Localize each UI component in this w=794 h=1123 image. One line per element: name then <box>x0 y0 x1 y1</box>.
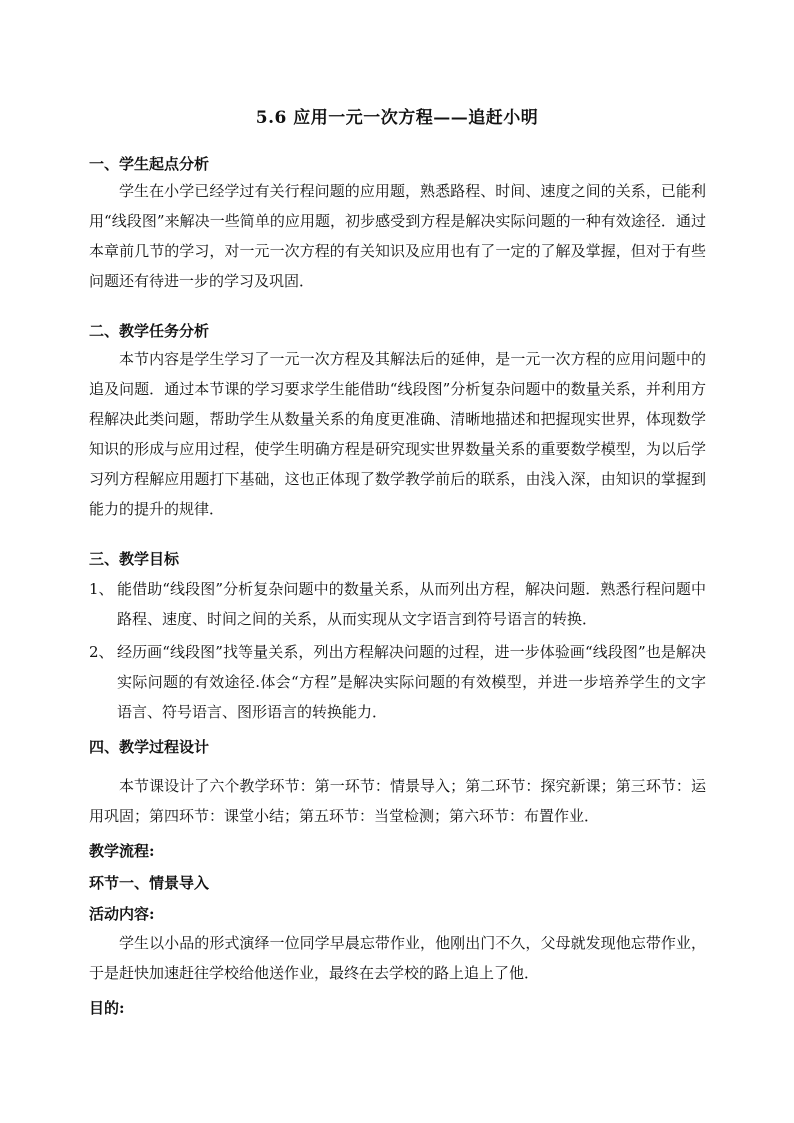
goal-number-1: 1、 <box>89 580 114 598</box>
document-title: 5.6 应用一元一次方程——追赶小明 <box>255 108 539 128</box>
section-heading-task-analysis: 二、教学任务分析 <box>89 322 210 340</box>
section-paragraph-student-analysis: 学生在小学已经学过有关行程问题的应用题，熟悉路程、时间、速度之间的关系，已能利用“线段图”来解决一些简单的应用题，初步感受到方程是解决实际问题的一种有效途径．通过本章前几节的学习，对一元一次方程的有关知识及应用也有了一定的了解及掌握，但对于有些问题还有待进一步的学习及巩固． <box>89 182 706 290</box>
section-heading-process-design: 四、教学过程设计 <box>89 738 210 756</box>
goal-text-1: 能借助“线段图”分析复杂问题中的数量关系，从而列出方程，解决问题．熟悉行程问题中路程、速度、时间之间的关系，从而实现从文字语言到符号语言的转换． <box>117 580 706 628</box>
section-heading-teaching-goals: 三、教学目标 <box>89 550 180 568</box>
section-paragraph-process-design: 本节课设计了六个教学环节：第一环节：情景导入；第二环节：探究新课；第三环节：运用巩固；第四环节：课堂小结；第五环节：当堂检测；第六环节：布置作业． <box>89 777 706 825</box>
goal-number-2: 2、 <box>89 643 114 661</box>
purpose-label: 目的: <box>89 999 125 1017</box>
goal-item-2 <box>89 637 706 727</box>
goal-text-2: 经历画“线段图”找等量关系，列出方程解决问题的过程，进一步体验画“线段图”也是解决实际问题的有效途径.体会“方程”是解决实际问题的有效模型，并进一步培养学生的文字语言、符号语言、图形语言的转换能力． <box>117 643 706 721</box>
activity-label: 活动内容: <box>89 905 155 923</box>
goal-item-1 <box>89 574 706 634</box>
section-heading-student-analysis: 一、学生起点分析 <box>89 155 210 173</box>
flow-label: 教学流程: <box>89 842 155 860</box>
section-paragraph-task-analysis: 本节内容是学生学习了一元一次方程及其解法后的延伸，是一元一次方程的应用问题中的追及问题．通过本节课的学习要求学生能借助“线段图”分析复杂问题中的数量关系，并利用方程解决此类问题，帮助学生从数量关系的角度更准确、清晰地描述和把握现实世界，体现数学知识的形成与应用过程，使学生明确方程是研究现实世界数量关系的重要数学模型，为以后学习列方程解应用题打下基础，这也正体现了数学教学前后的联系，由浅入深，由知识的掌握到能力的提升的规律． <box>89 350 706 518</box>
activity-paragraph: 学生以小品的形式演绎一位同学早晨忘带作业，他刚出门不久，父母就发现他忘带作业，于是赶快加速赶往学校给他送作业，最终在去学校的路上追上了他． <box>89 934 706 982</box>
step1-label: 环节一、情景导入 <box>89 874 210 892</box>
